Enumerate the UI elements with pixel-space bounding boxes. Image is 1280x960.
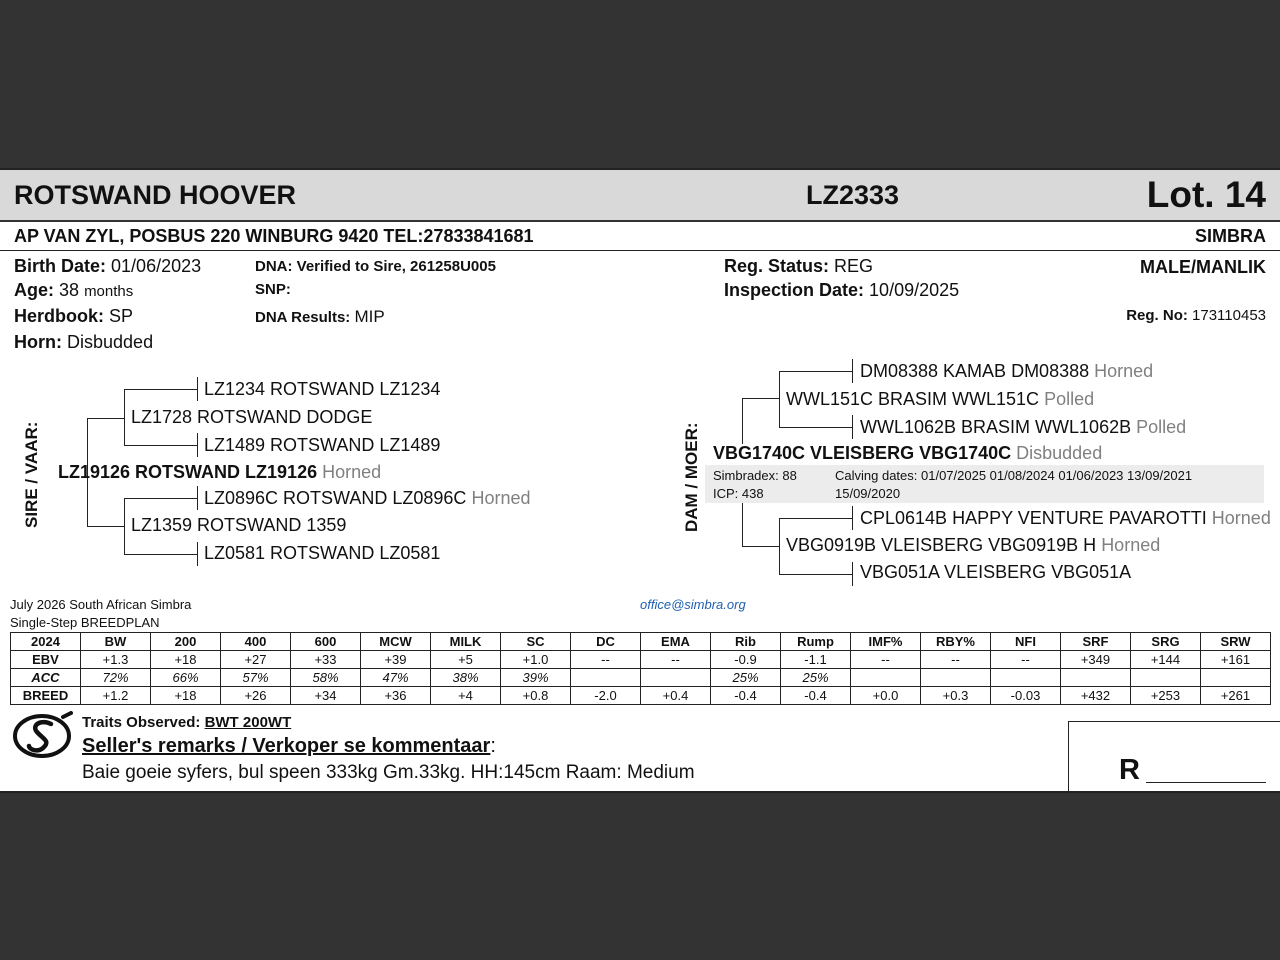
sire-sire-dam: LZ1489 ROTSWAND LZ1489 <box>204 435 441 455</box>
table-cell: SRW <box>1201 633 1271 651</box>
age: Age: 38 months <box>14 280 134 300</box>
sire-dam: LZ1359 ROTSWAND 1359 <box>131 515 347 535</box>
dam-sire: WWL151C BRASIM WWL151C Polled <box>786 389 1095 409</box>
table-cell: +4 <box>431 687 501 705</box>
table-cell: -- <box>641 651 711 669</box>
dam-side-label: DAM / MOER: <box>682 422 701 532</box>
simbradex: Simbradex: 88 <box>713 468 797 483</box>
simbra-logo-icon <box>11 711 73 761</box>
table-cell: MCW <box>361 633 431 651</box>
price-prefix: R <box>1119 754 1140 786</box>
table-cell: +36 <box>361 687 431 705</box>
dam-name: VBG1740C VLEISBERG VBG1740C Disbudded <box>713 443 1103 463</box>
table-cell <box>641 669 711 687</box>
table-cell: +0.0 <box>851 687 921 705</box>
birth-date: Birth Date: 01/06/2023 <box>14 256 202 276</box>
table-cell: DC <box>571 633 641 651</box>
table-cell <box>851 669 921 687</box>
dam-dam-sire: CPL0614B HAPPY VENTURE PAVAROTTI Horned <box>860 508 1271 528</box>
table-cell: 25% <box>781 669 851 687</box>
table-cell: +1.2 <box>81 687 151 705</box>
office-email[interactable]: office@simbra.org <box>640 597 746 612</box>
table-cell: +0.3 <box>921 687 991 705</box>
table-cell <box>1061 669 1131 687</box>
remarks-text: Baie goeie syfers, bul speen 333kg Gm.33kg. HH:145cm Raam: Medium <box>82 762 695 783</box>
table-cell: -- <box>851 651 921 669</box>
breed-label: SIMBRA <box>1195 226 1266 246</box>
owner-address: AP VAN ZYL, POSBUS 220 WINBURG 9420 TEL:27833841681 <box>14 226 534 246</box>
table-row <box>11 669 1271 687</box>
table-cell: -1.1 <box>781 651 851 669</box>
table-cell: -- <box>921 651 991 669</box>
table-cell: +0.4 <box>641 687 711 705</box>
calving-dates-cont: 15/09/2020 <box>835 486 901 501</box>
table-cell: 57% <box>221 669 291 687</box>
table-cell: -- <box>991 651 1061 669</box>
dam-sire-dam: WWL1062B BRASIM WWL1062B Polled <box>860 417 1187 437</box>
table-cell: -0.4 <box>711 687 781 705</box>
remarks-heading: Seller's remarks / Verkoper se kommentaar: <box>82 735 496 757</box>
sex: MALE/MANLIK <box>1140 257 1266 277</box>
table-cell: BREED <box>11 687 81 705</box>
table-cell <box>921 669 991 687</box>
table-header-row <box>11 633 1271 651</box>
horn-status: Horn: Disbudded <box>14 332 154 352</box>
table-cell: 47% <box>361 669 431 687</box>
table-cell: +5 <box>431 651 501 669</box>
table-cell: -0.03 <box>991 687 1061 705</box>
table-cell: +0.8 <box>501 687 571 705</box>
snp: SNP: <box>255 281 291 298</box>
table-cell: -0.9 <box>711 651 781 669</box>
table-cell: Rump <box>781 633 851 651</box>
sire-sire: LZ1728 ROTSWAND DODGE <box>131 407 373 427</box>
table-cell: SRG <box>1131 633 1201 651</box>
table-cell <box>1131 669 1201 687</box>
sire-dam-sire: LZ0896C ROTSWAND LZ0896C Horned <box>204 488 531 508</box>
table-cell: 39% <box>501 669 571 687</box>
table-cell: +33 <box>291 651 361 669</box>
ebv-table <box>10 632 1271 705</box>
table-cell: +1.3 <box>81 651 151 669</box>
table-cell: 600 <box>291 633 361 651</box>
table-cell: +261 <box>1201 687 1271 705</box>
table-cell: ACC <box>11 669 81 687</box>
breedplan-subtitle: Single-Step BREEDPLAN <box>10 615 160 630</box>
price-blank-line[interactable] <box>1146 782 1266 783</box>
animal-code: LZ2333 <box>806 180 900 210</box>
table-cell: 400 <box>221 633 291 651</box>
table-cell: +18 <box>151 651 221 669</box>
table-cell: -- <box>571 651 641 669</box>
table-cell: +18 <box>151 687 221 705</box>
reg-number: Reg. No: 173110453 <box>1126 307 1266 324</box>
table-cell: +27 <box>221 651 291 669</box>
table-cell: EMA <box>641 633 711 651</box>
table-cell: 200 <box>151 633 221 651</box>
table-cell: 72% <box>81 669 151 687</box>
table-cell <box>571 669 641 687</box>
table-cell <box>991 669 1061 687</box>
table-cell: +161 <box>1201 651 1271 669</box>
dna-verification: DNA: Verified to Sire, 261258U005 <box>255 258 496 275</box>
table-cell: -0.4 <box>781 687 851 705</box>
table-cell: NFI <box>991 633 1061 651</box>
table-cell: +34 <box>291 687 361 705</box>
table-cell: Rib <box>711 633 781 651</box>
table-cell: +1.0 <box>501 651 571 669</box>
sire-dam-dam: LZ0581 ROTSWAND LZ0581 <box>204 543 441 563</box>
reg-status: Reg. Status: REG <box>724 256 874 276</box>
table-row <box>11 651 1271 669</box>
table-cell <box>1201 669 1271 687</box>
lot-card <box>0 168 1280 793</box>
table-cell: RBY% <box>921 633 991 651</box>
table-cell: +253 <box>1131 687 1201 705</box>
table-cell: 66% <box>151 669 221 687</box>
table-cell: +432 <box>1061 687 1131 705</box>
table-cell: +349 <box>1061 651 1131 669</box>
sire-name: LZ19126 ROTSWAND LZ19126 Horned <box>58 462 382 482</box>
herdbook: Herdbook: SP <box>14 306 134 326</box>
table-cell: 25% <box>711 669 781 687</box>
icp: ICP: 438 <box>713 486 764 501</box>
breedplan-title: July 2026 South African Simbra <box>10 597 192 612</box>
table-cell: -2.0 <box>571 687 641 705</box>
table-cell: 2024 <box>11 633 81 651</box>
table-cell: BW <box>81 633 151 651</box>
animal-name: ROTSWAND HOOVER <box>14 180 297 210</box>
lot-number: Lot. 14 <box>1146 174 1266 215</box>
table-cell: 58% <box>291 669 361 687</box>
table-cell: SRF <box>1061 633 1131 651</box>
traits-observed: Traits Observed: BWT 200WT <box>82 714 292 731</box>
dam-sire-sire: DM08388 KAMAB DM08388 Horned <box>860 361 1154 381</box>
table-cell: IMF% <box>851 633 921 651</box>
table-cell: SC <box>501 633 571 651</box>
table-cell: 38% <box>431 669 501 687</box>
inspection-date: Inspection Date: 10/09/2025 <box>724 280 960 300</box>
table-cell: MILK <box>431 633 501 651</box>
sire-sire-sire: LZ1234 ROTSWAND LZ1234 <box>204 379 441 399</box>
sire-side-label: SIRE / VAAR: <box>22 421 41 528</box>
table-cell: +26 <box>221 687 291 705</box>
header-band <box>0 170 1280 222</box>
price-box <box>1068 721 1280 793</box>
dna-results: DNA Results: MIP <box>255 307 385 326</box>
dam-dam: VBG0919B VLEISBERG VBG0919B H Horned <box>786 535 1161 555</box>
calving-dates: Calving dates: 01/07/2025 01/08/2024 01/06/2023 13/09/2021 <box>835 468 1193 483</box>
table-cell: +144 <box>1131 651 1201 669</box>
table-cell: EBV <box>11 651 81 669</box>
dam-dam-dam: VBG051A VLEISBERG VBG051A <box>860 562 1132 582</box>
table-row <box>11 687 1271 705</box>
table-cell: +39 <box>361 651 431 669</box>
